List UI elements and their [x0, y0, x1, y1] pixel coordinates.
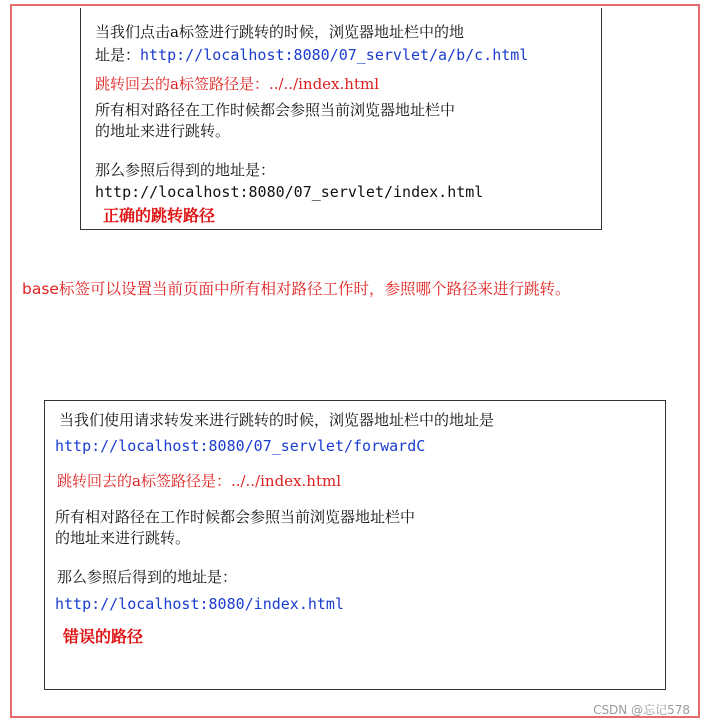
top-line-6: 那么参照后得到的地址是： — [95, 161, 276, 179]
top-correct-path-label: 正确的跳转路径 — [103, 206, 216, 225]
bottom-line-6: 那么参照后得到的地址是： — [57, 568, 238, 586]
bottom-line-5: 的地址来进行跳转。 — [55, 529, 191, 547]
top-line-2-prefix: 址是： — [95, 46, 141, 64]
top-url-current: http://localhost:8080/07_servlet/a/b/c.html — [140, 46, 529, 64]
bottom-line-4: 所有相对路径在工作时候都会参照当前浏览器地址栏中 — [55, 508, 416, 526]
csdn-watermark: CSDN @忘记578 — [593, 703, 690, 717]
bottom-resolved-url: http://localhost:8080/index.html — [55, 595, 344, 613]
bottom-wrong-path-label: 错误的路径 — [63, 627, 144, 646]
top-line-5: 的地址来进行跳转。 — [95, 122, 231, 140]
bottom-line-1: 当我们使用请求转发来进行跳转的时候，浏览器地址栏中的地址是 — [59, 411, 495, 429]
top-line-1: 当我们点击a标签进行跳转的时候，浏览器地址栏中的地 — [95, 23, 464, 41]
bottom-url-current: http://localhost:8080/07_servlet/forwardC — [55, 437, 426, 455]
top-line-4: 所有相对路径在工作时候都会参照当前浏览器地址栏中 — [95, 101, 456, 119]
base-tag-note: base标签可以设置当前页面中所有相对路径工作时，参照哪个路径来进行跳转。 — [22, 280, 571, 298]
top-resolved-url: http://localhost:8080/07_servlet/index.html — [95, 183, 484, 201]
bottom-line-3-relative-path: 跳转回去的a标签路径是：../../index.html — [57, 472, 341, 490]
top-example-box — [80, 8, 602, 230]
top-line-3-relative-path: 跳转回去的a标签路径是：../../index.html — [95, 75, 379, 93]
bottom-example-box — [44, 400, 666, 690]
top-line-2 — [95, 45, 528, 65]
